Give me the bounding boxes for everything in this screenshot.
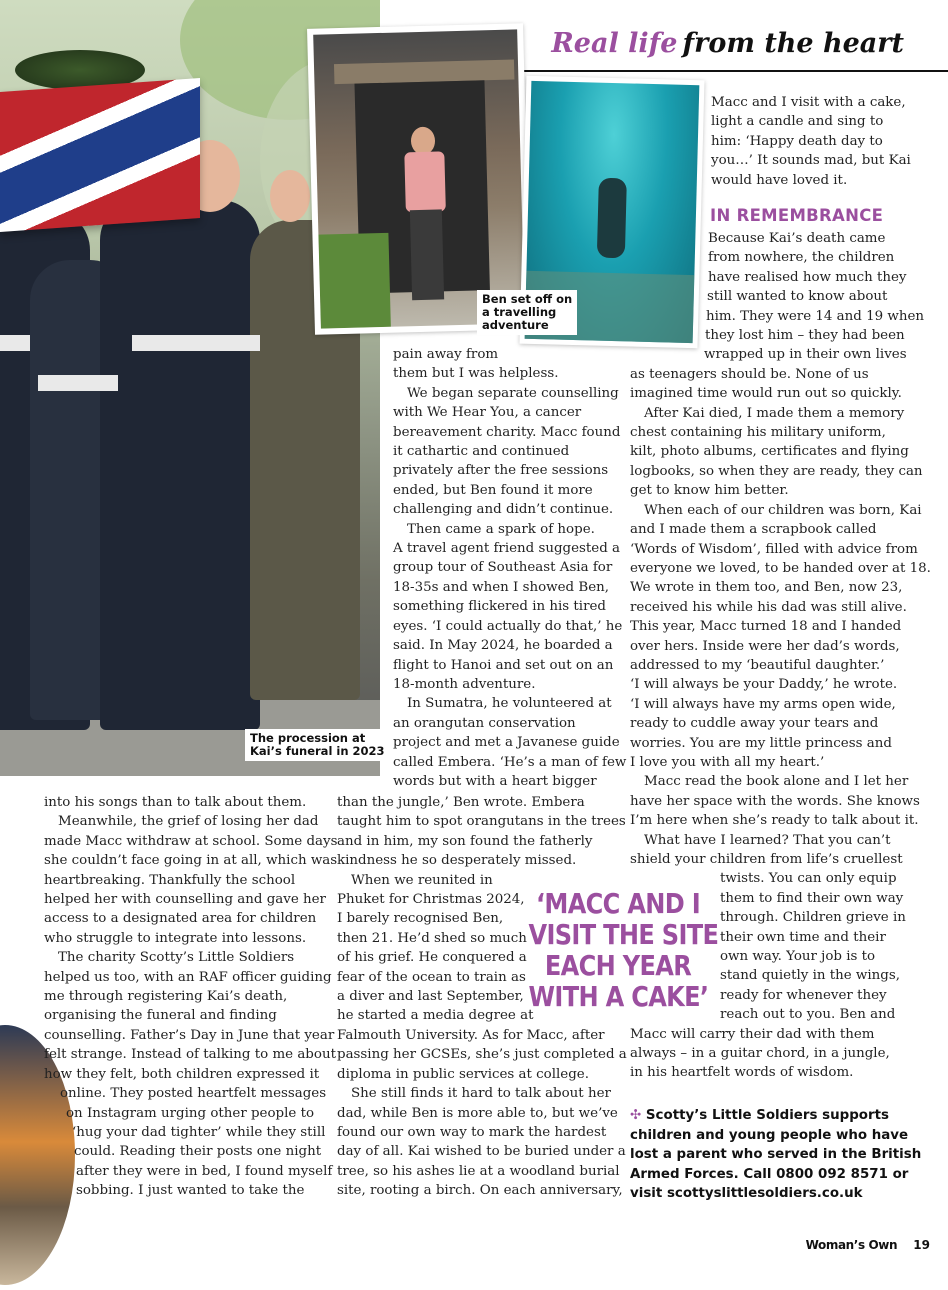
pull-quote: ‘MACC AND I VISIT THE SITE EACH YEAR WITH A CAKE’ (528, 887, 719, 1013)
flower-icon: ✣ (630, 1108, 642, 1123)
procession-caption: The procession at Kai’s funeral in 2023 (245, 729, 390, 761)
page-folio (806, 1238, 930, 1252)
magazine-brand: Woman’s Own (805, 1238, 898, 1252)
article-column-2-bottom: than the jungle,’ Ben wrote. Embera taught him to spot orangutans in the trees and in him, my son found the fatherly kindness he so desperately missed. When we reunited in Phuket for Christmas 2024, I barely recognised Ben, then 21. He’d shed so much of his grief. He conquered a fear of the ocean to train as a diver and last September, he started a media degree at Falmouth University. As for Macc, after passing her GCSEs, she’s just completed a diploma in public services at college. She still finds it hard to talk about her dad, while Ben is more able to, but we’ve found our own way to mark the hardest day of all. Kai wished to be buried under a tree, so his ashes lie at a woodland burial site, rooting a birch. On each anniversary, (337, 795, 627, 1199)
section-label-real-life: Real life (551, 28, 678, 59)
article-column-2-top: pain away from them but I was helpless. We began separate counselling with We Hear You, a cancer bereavement charity. Macc found it cathartic and continued privately after the free sessions ended, but Ben found it more challenging and didn’t continue. Then came a spark of hope. A travel agent friend suggested a group tour of Southeast Asia for 18-35s and when I showed Ben, something flickered in his tired eyes. ‘I could actually do that,’ he said. In May 2024, he boarded a flight to Hanoi and set out on an 18-month adventure. In Sumatra, he volunteered at an orangutan conservation project and met a Javanese guide called Embera. ‘He’s a man of few words but with a heart bigger (393, 347, 627, 789)
ben-travelling-photo (313, 29, 525, 328)
ben-caption: Ben set off on a travelling adventure (477, 290, 577, 335)
subheading-in-remembrance: IN REMEMBRANCE (710, 206, 884, 225)
section-header (551, 28, 904, 59)
page-number: 19 (913, 1238, 930, 1252)
ben-photo-frame (307, 23, 531, 335)
charity-footnote: ✣ Scotty’s Little Soldiers supports children and young people who have lost a parent who served in the British Armed Forces. Call 0800 092 8571 or visit scottyslittlesoldiers.co.uk (630, 1108, 922, 1201)
section-label-from-heart: from the heart (682, 28, 904, 59)
article-column-3-top: Macc and I visit with a cake, light a candle and sing to him: ‘Happy death day to you…’ It sounds mad, but Kai would have loved it. (711, 95, 911, 188)
article-column-1: into his songs than to talk about them. Meanwhile, the grief of losing her dad made Macc withdraw at school. Some days she couldn’t face going in at all, which was heartbreaking. Thankfully the school helped her with counselling and gave her access to a designated area for children who struggle to integrate into lessons. The charity Scotty’s Little Soldiers helped us too, with an RAF officer guiding me through registering Kai’s death, organising the funeral and finding counselling. Father’s Day in June that year felt strange. Instead of talking to me about how they felt, both children expressed it online. They posted heartfelt messages on Instagram urging other people to ‘hug your dad tighter’ while they still could. Reading their posts one night after they were in bed, I found myself sobbing. I just wanted to take the (44, 795, 338, 1199)
article-column-3: Because Kai’s death came from nowhere, the children have realised how much they still wanted to know about him. They were 14 and 19 when they lost him – they had been wrapped up in their own lives as teenagers should be. None of us imagined time would run out so quickly. After Kai died, I made them a memory chest containing his military uniform, kilt, photo albums, certificates and flying logbooks, so when they are ready, they can get to know him better. When each of our children was born, Kai and I made them a scrapbook called ‘Words of Wisdom’, filled with advice from everyone we loved, to be handed over at 18. We wrote in them too, and Ben, now 23, received his while his dad was still alive. This year, Macc turned 18 and I handed over hers. Inside were her dad’s words, addressed to my ‘beautiful daughter.’ ‘I will always be your Daddy,’ he wrote. ‘I will always have my arms open wide, ready to cuddle away your tears and worries. You are my little princess and I love you with all my heart.’ Macc read the book alone and I let her have her space with the words. She knows I’m here when she’s ready to talk about it. What have I learned? That you can’t shield your children from life’s cruellest twists. You can only equip them to find their own way through. Children grieve in their own time and their own way. Your job is to stand quietly in the wings, ready for whenever they reach out to you. Ben and Macc will carry their dad with them always – in a guitar chord, in a jungle, in his heartfelt words of wisdom. (630, 231, 931, 1081)
